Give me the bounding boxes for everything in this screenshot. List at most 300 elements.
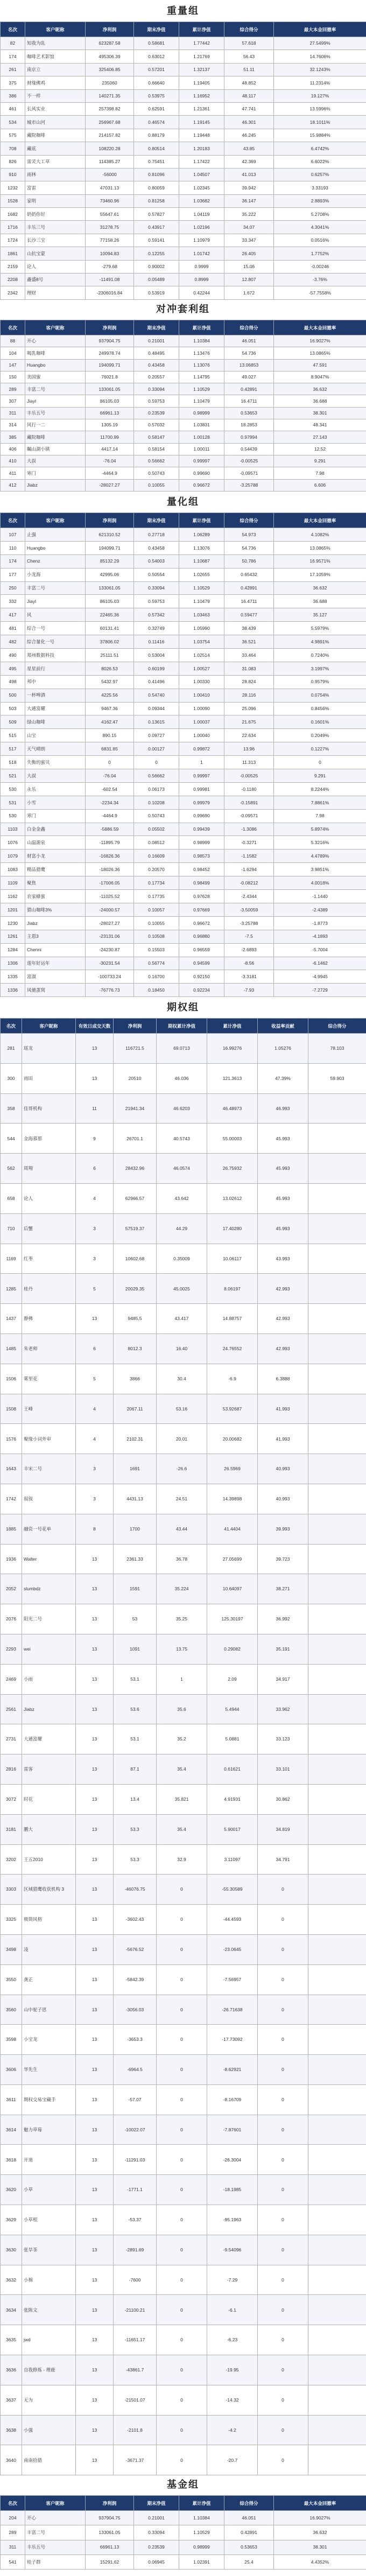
value-cell: 28.824 xyxy=(224,675,274,689)
column-header: 综合得分 xyxy=(224,320,274,335)
value-cell: 0 xyxy=(258,1964,308,1995)
nickname-cell: slumbdz xyxy=(22,1574,76,1604)
value-cell: 890.15 xyxy=(86,729,134,742)
nickname-cell: 桂丹 xyxy=(22,1274,76,1304)
table-row xyxy=(1,930,366,943)
rank-cell: 1169 xyxy=(1,1244,22,1274)
table-row xyxy=(1,1333,366,1364)
table-row xyxy=(1,957,366,970)
value-cell: 5.5979% xyxy=(274,622,366,635)
table-header-row xyxy=(1,22,366,37)
value-cell: 0.57032 xyxy=(134,419,179,431)
table-row xyxy=(1,221,366,234)
table-row xyxy=(1,1784,366,1814)
value-cell: 47.741 xyxy=(224,102,274,115)
value-cell xyxy=(308,1093,366,1124)
value-cell: 54.736 xyxy=(224,347,274,359)
table-row xyxy=(1,943,366,957)
table-row xyxy=(1,675,366,689)
value-cell: 13.0865% xyxy=(274,541,366,554)
table-row xyxy=(1,1934,366,1964)
value-cell xyxy=(308,1124,366,1154)
table-row xyxy=(1,1183,366,1213)
value-cell: 1.21361 xyxy=(179,102,224,115)
nickname-cell: Chenz xyxy=(25,554,86,568)
value-cell: 13 xyxy=(76,2205,114,2235)
nickname-cell: 叙叙 xyxy=(22,1484,76,1514)
value-cell: -57.07 xyxy=(114,2084,157,2115)
value-cell: 26.75932 xyxy=(207,1154,258,1184)
nickname-cell: 永乐 xyxy=(25,782,86,796)
value-cell: 27.5499% xyxy=(274,37,366,50)
value-cell: -2.6893 xyxy=(224,943,274,957)
value-cell: 8.9047% xyxy=(274,371,366,383)
table-row xyxy=(1,467,366,479)
value-cell: 0.97669 xyxy=(179,903,224,916)
rank-cell: 3498 xyxy=(1,1934,22,1964)
value-cell: 41.993 xyxy=(258,1394,308,1424)
value-cell: 0 xyxy=(157,1905,207,1935)
table-row xyxy=(1,194,366,207)
value-cell: 0 xyxy=(258,1905,308,1935)
rank-cell: 461 xyxy=(1,102,25,115)
nickname-cell: 止强 xyxy=(25,528,86,542)
value-cell xyxy=(308,1304,366,1334)
value-cell: 13 xyxy=(76,2265,114,2295)
value-cell: -44.4593 xyxy=(207,1905,258,1935)
nickname-cell: 寒门 xyxy=(25,809,86,823)
value-cell: -76776.73 xyxy=(86,984,134,997)
value-cell: 12.52 xyxy=(274,443,366,455)
nickname-cell: 美国蜜 xyxy=(25,371,86,383)
table-row xyxy=(1,1213,366,1244)
table-row xyxy=(1,395,366,407)
value-cell: 0.58147 xyxy=(134,431,179,443)
table-row xyxy=(1,1995,366,2025)
value-cell: 38.271 xyxy=(258,1574,308,1604)
table-row xyxy=(1,347,366,359)
value-cell: 0.23539 xyxy=(134,2540,179,2554)
column-header: 累计净值 xyxy=(207,1019,258,1034)
nickname-cell: 张陈文 xyxy=(22,2295,76,2325)
rank-cell: 498 xyxy=(1,675,25,689)
value-cell xyxy=(308,1333,366,1364)
value-cell: 13 xyxy=(76,1574,114,1604)
value-cell: 0.17735 xyxy=(134,890,179,903)
rank-cell: 1936 xyxy=(1,1544,22,1574)
table-row xyxy=(1,541,366,554)
table-row xyxy=(1,635,366,649)
value-cell: -23.0645 xyxy=(207,1934,258,1964)
rank-cell: 82 xyxy=(1,37,25,50)
value-cell: 1.13076 xyxy=(179,541,224,554)
nickname-cell: 寒门 xyxy=(25,467,86,479)
value-cell: -1.6294 xyxy=(224,863,274,876)
nickname-cell: 小强 xyxy=(22,2415,76,2445)
table-row xyxy=(1,809,366,823)
value-cell: 46.245 xyxy=(224,129,274,142)
column-header: 期末净值 xyxy=(134,320,179,335)
nickname-cell: 雨田 xyxy=(22,1063,76,1093)
value-cell: 0.20570 xyxy=(134,863,179,876)
value-cell: 194099.71 xyxy=(86,541,134,554)
rank-cell: 410 xyxy=(1,455,25,467)
value-cell: 0.10508 xyxy=(134,930,179,943)
value-cell: 6831.85 xyxy=(86,742,134,756)
value-cell: 0.98999 xyxy=(179,836,224,850)
rank-cell: 104 xyxy=(1,347,25,359)
nickname-cell: 大叔 xyxy=(25,455,86,467)
table-row xyxy=(1,2175,366,2205)
value-cell xyxy=(308,2055,366,2085)
value-cell: -602.54 xyxy=(86,782,134,796)
rank-cell: 1232 xyxy=(1,181,25,194)
value-cell: 66961.13 xyxy=(86,2540,134,2554)
value-cell: 47031.13 xyxy=(86,181,134,194)
value-cell: 0.43458 xyxy=(134,359,179,371)
nickname-cell: 长沙三宝 xyxy=(25,234,86,247)
rank-cell: 1643 xyxy=(1,1454,22,1484)
value-cell: 13 xyxy=(76,1634,114,1664)
rank-cell: 3620 xyxy=(1,2175,22,2205)
nickname-cell: 综合一号 xyxy=(25,622,86,635)
value-cell: 257398.82 xyxy=(86,102,134,115)
value-cell: 0 xyxy=(157,2445,207,2475)
value-cell: 8012.3 xyxy=(114,1333,157,1364)
value-cell xyxy=(308,1964,366,1995)
value-cell: 0 xyxy=(157,1934,207,1964)
nickname-cell: 极简风格 xyxy=(22,1905,76,1935)
table-row xyxy=(1,2295,366,2325)
value-cell: 28432.96 xyxy=(114,1154,157,1184)
nickname-cell: 风驰蛋窝 xyxy=(25,984,86,997)
value-cell: 35.4 xyxy=(157,1754,207,1785)
rank-cell: 1230 xyxy=(1,916,25,930)
value-cell: 0.56774 xyxy=(134,957,179,970)
value-cell: 16.4711 xyxy=(224,595,274,608)
value-cell: 86105.03 xyxy=(86,395,134,407)
value-cell: 0.92150 xyxy=(179,970,224,984)
value-cell: 0 xyxy=(258,2115,308,2145)
value-cell: 7.98 xyxy=(274,467,366,479)
value-cell: 3.9851% xyxy=(274,863,366,876)
value-cell: 1.7752% xyxy=(274,247,366,260)
column-header: 净利润 xyxy=(86,320,134,335)
value-cell: -7.93 xyxy=(224,984,274,997)
value-cell: 40.993 xyxy=(258,1484,308,1514)
column-header: 客户昵称 xyxy=(25,22,86,37)
value-cell: 0.66640 xyxy=(134,76,179,89)
rank-cell: 411 xyxy=(1,467,25,479)
value-cell: 53.3 xyxy=(114,1814,157,1844)
value-cell: -14.32 xyxy=(207,2385,258,2415)
nickname-cell: 佳哥机构 xyxy=(22,1093,76,1124)
value-cell: 0.96672 xyxy=(179,479,224,491)
value-cell: -24230.87 xyxy=(86,943,134,957)
value-cell: 6.6022% xyxy=(274,155,366,168)
value-cell: 26.5969 xyxy=(207,1454,258,1484)
value-cell: 133061.05 xyxy=(86,2525,134,2540)
table-row xyxy=(1,142,366,155)
table-row xyxy=(1,742,366,756)
value-cell xyxy=(308,1905,366,1935)
rank-cell: 204 xyxy=(1,2511,25,2525)
value-cell: -2101.8 xyxy=(114,2415,157,2445)
ranking-table xyxy=(0,320,366,492)
value-cell: 13 xyxy=(76,2295,114,2325)
value-cell: -0.00246 xyxy=(274,260,366,273)
rank-cell: 1682 xyxy=(1,208,25,221)
value-cell: 14.39898 xyxy=(207,1484,258,1514)
table-row xyxy=(1,1694,366,1724)
nickname-cell: 魅力草莓 xyxy=(22,2115,76,2145)
rank-cell: 1335 xyxy=(1,970,25,984)
value-cell: -4.1893 xyxy=(274,930,366,943)
rank-cell: 375 xyxy=(1,76,25,89)
value-cell: 20510 xyxy=(114,1063,157,1093)
table-row xyxy=(1,260,366,273)
value-cell: 0.35009 xyxy=(157,1244,207,1274)
value-cell: 30.4 xyxy=(157,1364,207,1394)
nickname-cell: 邦中 xyxy=(25,675,86,689)
value-cell: 36.992 xyxy=(258,1604,308,1634)
value-cell: -21100.21 xyxy=(114,2295,157,2325)
value-cell: -21501.07 xyxy=(114,2385,157,2415)
value-cell xyxy=(308,1274,366,1304)
nickname-cell: 开心 xyxy=(25,2511,86,2525)
value-cell: 1.00330 xyxy=(179,675,224,689)
value-cell: 24.76552 xyxy=(207,1333,258,1364)
value-cell: 0.56662 xyxy=(134,769,179,783)
value-cell: 623287.58 xyxy=(86,37,134,50)
rank-cell: 417 xyxy=(1,608,25,622)
value-cell: 33.464 xyxy=(224,649,274,662)
value-cell: 1.03754 xyxy=(179,635,224,649)
nickname-cell: Walter xyxy=(22,1544,76,1574)
value-cell: -95.1963 xyxy=(207,2205,258,2235)
rank-cell: 2052 xyxy=(1,1574,22,1604)
value-cell: 53.1 xyxy=(114,1724,157,1754)
table-row xyxy=(1,823,366,836)
rank-cell: 3630 xyxy=(1,2235,22,2265)
table-row xyxy=(1,102,366,115)
value-cell: 7.98 xyxy=(274,809,366,823)
rank-cell: 1885 xyxy=(1,1514,22,1544)
column-header: 净利润 xyxy=(86,2496,134,2511)
nickname-cell: 周翔 xyxy=(22,1154,76,1184)
value-cell: 4.91931 xyxy=(207,1784,258,1814)
value-cell: 13 xyxy=(76,1875,114,1905)
nickname-cell: 主恩3 xyxy=(25,930,86,943)
value-cell: 3.11097 xyxy=(207,1844,258,1875)
table-row xyxy=(1,76,366,89)
column-header: 期权累计净值 xyxy=(157,1019,207,1034)
value-cell: -26.71638 xyxy=(207,1995,258,2025)
value-cell: 9467.36 xyxy=(86,702,134,715)
value-cell xyxy=(308,1995,366,2025)
value-cell: 1.20183 xyxy=(179,142,224,155)
value-cell: 1.00037 xyxy=(179,715,224,729)
value-cell: 4 xyxy=(76,1183,114,1213)
table-header-row xyxy=(1,1019,366,1034)
nickname-cell: 小雪 xyxy=(25,796,86,809)
value-cell: 0.1227% xyxy=(274,742,366,756)
value-cell xyxy=(308,2205,366,2235)
nickname-cell: 开道 xyxy=(22,2145,76,2175)
nickname-cell: 丰富二号 xyxy=(25,581,86,595)
value-cell: 22465.36 xyxy=(86,608,134,622)
value-cell: 0.13615 xyxy=(134,715,179,729)
value-cell: 0.9579% xyxy=(274,675,366,689)
value-cell: 3 xyxy=(76,1244,114,1274)
value-cell: 0.42244 xyxy=(179,286,224,299)
value-cell: -76.04 xyxy=(86,455,134,467)
rank-cell: 1083 xyxy=(1,863,25,876)
rank-cell: 1528 xyxy=(1,194,25,207)
nickname-cell: 雾里花 xyxy=(22,1364,76,1394)
nickname-cell: Jiabz xyxy=(22,1694,76,1724)
value-cell: 0.06945 xyxy=(134,2554,179,2569)
nickname-cell: 鹏大 xyxy=(22,1814,76,1844)
group-title: 量化组 xyxy=(167,496,199,507)
rank-cell: 2208 xyxy=(1,273,25,286)
value-cell: 4417.14 xyxy=(86,443,134,455)
nickname-cell: 融资一号花单 xyxy=(22,1514,76,1544)
table-row xyxy=(1,836,366,850)
value-cell: 33.962 xyxy=(258,1694,308,1724)
column-header: 综合得分 xyxy=(308,1019,366,1034)
value-cell: 28.116 xyxy=(224,689,274,702)
value-cell: 1.10384 xyxy=(179,2511,224,2525)
nickname-cell: 风行一二 xyxy=(25,419,86,431)
value-cell: 48.117 xyxy=(224,89,274,102)
nickname-cell: 大通富耀 xyxy=(22,1724,76,1754)
value-cell: 1091 xyxy=(114,1634,157,1664)
value-cell: 0 xyxy=(258,2205,308,2235)
table-row xyxy=(1,903,366,916)
table-row xyxy=(1,50,366,63)
table-row xyxy=(1,2445,366,2475)
rank-cell: 500 xyxy=(1,689,25,702)
value-cell: -6.23 xyxy=(207,2325,258,2355)
table-row xyxy=(1,1964,366,1995)
value-cell xyxy=(308,2175,366,2205)
value-cell: 1.05990 xyxy=(179,622,224,635)
value-cell: 44.29 xyxy=(157,1213,207,1244)
table-row xyxy=(1,286,366,299)
rank-cell: 147 xyxy=(1,359,25,371)
value-cell: 0.50554 xyxy=(134,568,179,581)
table-row xyxy=(1,1244,366,1274)
value-cell: 108220.28 xyxy=(86,142,134,155)
table-row xyxy=(1,1093,366,1124)
table-row xyxy=(1,2385,366,2415)
value-cell: 1.00410 xyxy=(179,689,224,702)
table-row xyxy=(1,1754,366,1785)
value-cell: 5432.97 xyxy=(86,675,134,689)
value-cell: 49.027 xyxy=(224,371,274,383)
rank-cell: 174 xyxy=(1,50,25,63)
value-cell: 0.17734 xyxy=(134,876,179,890)
table-row xyxy=(1,729,366,742)
value-cell: 1.14795 xyxy=(179,371,224,383)
value-cell: 46.993 xyxy=(258,1093,308,1124)
value-cell: 42995.06 xyxy=(86,568,134,581)
value-cell: 0.43458 xyxy=(134,541,179,554)
value-cell: 42.993 xyxy=(258,1304,308,1334)
table-row xyxy=(1,1724,366,1754)
value-cell: -0.00525 xyxy=(224,455,274,467)
value-cell: 69.0713 xyxy=(157,1034,207,1064)
value-cell: 0.81258 xyxy=(134,194,179,207)
value-cell: 0 xyxy=(157,2145,207,2175)
value-cell: 937904.75 xyxy=(86,2511,134,2525)
nickname-cell: 失衡的蜜贝 xyxy=(25,756,86,769)
value-cell: 0.15503 xyxy=(134,943,179,957)
value-cell: 30.862 xyxy=(258,1784,308,1814)
value-cell: 0 xyxy=(157,2175,207,2205)
value-cell: 3 xyxy=(76,1454,114,1484)
table-row xyxy=(1,890,366,903)
table-row xyxy=(1,782,366,796)
value-cell: 13.5996% xyxy=(274,102,366,115)
table-row xyxy=(1,608,366,622)
value-cell: 0.59477 xyxy=(224,608,274,622)
table-row xyxy=(1,155,366,168)
nickname-cell: 小棉 xyxy=(22,2265,76,2295)
value-cell: 36.632 xyxy=(274,581,366,595)
value-cell xyxy=(308,1484,366,1514)
value-cell: -2.4344 xyxy=(224,890,274,903)
value-cell: -7.5 xyxy=(224,930,274,943)
value-cell: 1.02514 xyxy=(179,649,224,662)
value-cell xyxy=(308,2325,366,2355)
value-cell: -5676.52 xyxy=(114,1934,157,1964)
value-cell: 0.58154 xyxy=(134,443,179,455)
value-cell: 0.23539 xyxy=(134,407,179,419)
value-cell: 1591 xyxy=(114,1574,157,1604)
value-cell: 4.3041% xyxy=(274,221,366,234)
value-cell: 116721.5 xyxy=(114,1034,157,1064)
table-row xyxy=(1,1394,366,1424)
value-cell: 10.64097 xyxy=(207,1574,258,1604)
rank-cell: 3611 xyxy=(1,2084,22,2115)
value-cell: 9485.5 xyxy=(114,1304,157,1334)
table-row xyxy=(1,89,366,102)
value-cell: -57.7558% xyxy=(274,286,366,299)
nickname-cell: 星星前行 xyxy=(25,662,86,675)
column-header: 最大本金回撤率 xyxy=(274,2496,366,2511)
rank-cell: 3634 xyxy=(1,2295,22,2325)
value-cell: 0.33094 xyxy=(134,383,179,395)
value-cell: -4.2 xyxy=(207,2415,258,2445)
value-cell: 59.903 xyxy=(308,1063,366,1093)
nickname-cell: 论人 xyxy=(25,260,86,273)
table-row xyxy=(1,419,366,431)
value-cell: 5.90017 xyxy=(207,1814,258,1844)
value-cell: 0.96559 xyxy=(179,943,224,957)
value-cell: -11491.08 xyxy=(86,273,134,286)
value-cell: 8 xyxy=(76,1514,114,1544)
value-cell: -53.37 xyxy=(114,2205,157,2235)
rank-cell: 503 xyxy=(1,702,25,715)
value-cell xyxy=(308,2355,366,2385)
value-cell: -56000 xyxy=(86,168,134,181)
value-cell: -4.9945 xyxy=(274,970,366,984)
value-cell: 0 xyxy=(258,2084,308,2115)
value-cell: 133061.05 xyxy=(86,383,134,395)
value-cell: 20029.35 xyxy=(114,1274,157,1304)
